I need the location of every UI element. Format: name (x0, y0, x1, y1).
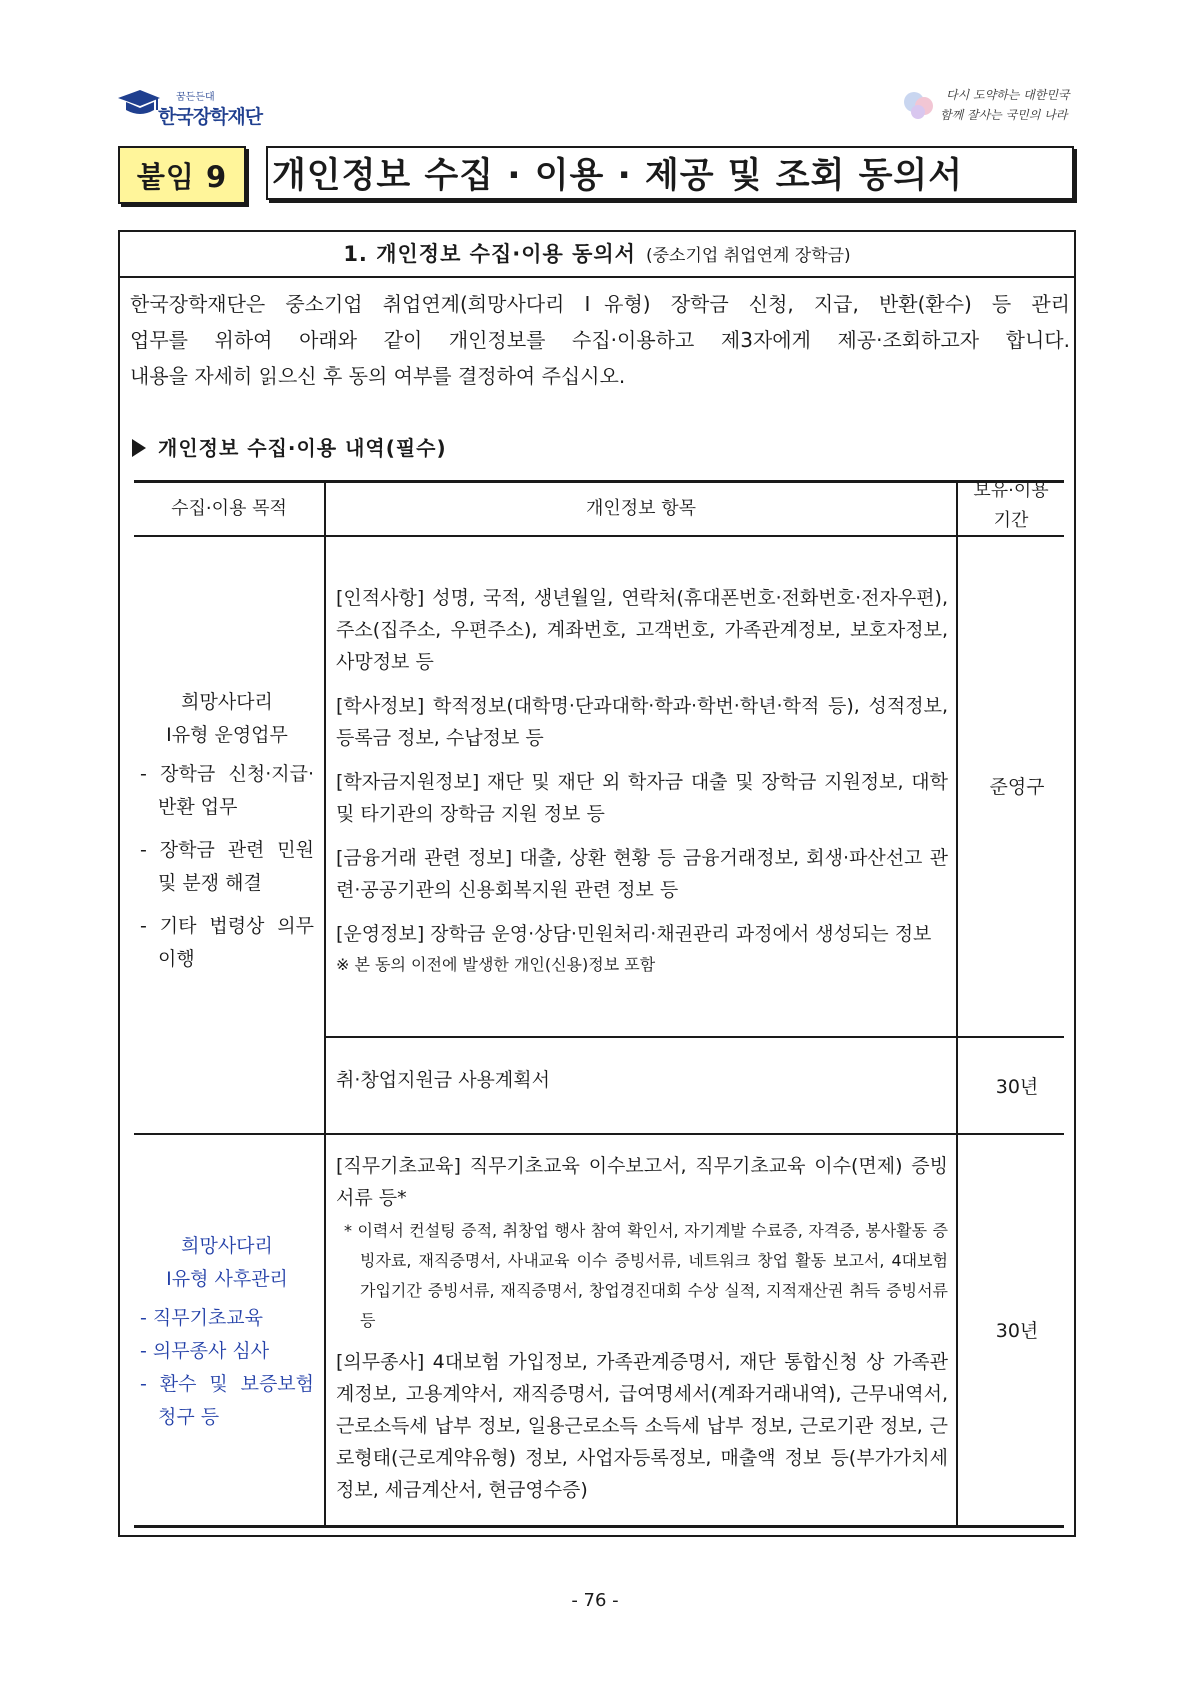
item-block: [직무기초교육] 직무기초교육 이수보고서, 직무기초교육 이수(면제) 증빙서류 등* (336, 1155, 948, 1209)
item-block: [학사정보] 학적정보(대학명·단과대학·학과·학번·학년·학적 등), 성적정보, 등록금 정보, 수납정보 등 (336, 695, 948, 749)
purpose-title: Ⅰ유형 운영업무 (166, 724, 288, 746)
item-subnote: * 이력서 컨설팅 증적, 취창업 행사 참여 확인서, 자기계발 수료증, 자격증, 봉사활동 증빙자료, 재직증명서, 사내교육 이수 증빙서류, 네트워크 창업 활동 보고서, 4대보험 가입기간 증빙서류, 재직증명서, 창업경진대회 수상 실적, 지적재산권 취득 증빙서류 등 (344, 1221, 948, 1330)
header-period-line1: 보유·이용 (973, 480, 1049, 501)
document-title: 개인정보 수집 · 이용 · 제공 및 조회 동의서 (266, 146, 1074, 200)
header-period (958, 476, 1064, 536)
header-purpose-text: 수집·이용 목적 (171, 498, 287, 519)
group1-row2-period: 30년 (995, 1076, 1039, 1098)
item-block: [인적사항] 성명, 국적, 생년월일, 연락처(휴대폰번호·전화번호·전자우편), 주소(집주소, 우편주소), 계좌번호, 고객번호, 가족관계정보, 보호자정보, 사망정보 등 (336, 587, 948, 673)
item-block: [의무종사] 4대보험 가입정보, 가족관계증명서, 재단 통합신청 상 가족관계정보, 고용계약서, 재직증명서, 급여명세서(계좌거래내역), 근무내역서, 근로소득세 납부 정보, 일용근로소득 소득세 납부 정보, 근로기관 정보, 근로형태(근로계약유형) 정보, 사업자등록정보, 매출액 정보 등(부가가치세 정보, 세금계산서, 현금영수증) (336, 1351, 948, 1501)
group1-period: 준영구 (989, 776, 1045, 798)
purpose-item: - 의무종사 심사 (140, 1340, 270, 1362)
graduation-cap-icon (116, 88, 160, 118)
purpose-item: - 장학금 신청·지급·반환 업무 (140, 763, 314, 818)
item-note: ※ 본 동의 이전에 발생한 개인(신용)정보 포함 (336, 955, 656, 974)
item-block: [운영정보] 장학금 운영·상담·민원처리·채권관리 과정에서 생성되는 정보 (336, 923, 932, 945)
group1-purpose (140, 686, 314, 976)
kosaf-logo (116, 82, 306, 130)
purpose-item: - 장학금 관련 민원 및 분쟁 해결 (140, 839, 314, 894)
item-block: [금융거래 관련 정보] 대출, 상환 현황 등 금융거래정보, 회생·파산선고 관련·공공기관의 신용회복지원 관련 정보 등 (336, 847, 948, 901)
group2-purpose (140, 1230, 314, 1434)
table-row-divider (326, 1036, 1064, 1038)
intro-paragraph (130, 286, 1070, 394)
collection-subheading (132, 432, 447, 461)
slogan-line-1: 다시 도약하는 대한민국 (946, 88, 1070, 102)
page-number: - 76 - (571, 1590, 619, 1611)
slogan-emblem-icon (900, 84, 940, 124)
header-items (326, 483, 956, 535)
table-group-divider (134, 1133, 1064, 1135)
header-purpose (134, 483, 324, 535)
table-bottom-border (134, 1525, 1064, 1528)
intro-line: 업무를 위하여 아래와 같이 개인정보를 수집·이용하고 제3자에게 제공·조회하고자 합니다. (130, 328, 1070, 352)
section-title: 1. 개인정보 수집·이용 동의서 (343, 242, 636, 266)
intro-line: 한국장학재단은 중소기업 취업연계(희망사다리 Ⅰ유형) 장학금 신청, 지급, 반환(환수) 등 관리 (130, 292, 1070, 316)
purpose-title: 희망사다리 (181, 1235, 273, 1257)
group2-items (336, 1150, 948, 1518)
table-header-border (134, 535, 1064, 537)
triangle-bullet-icon (132, 439, 146, 457)
purpose-title: Ⅰ유형 사후관리 (166, 1268, 288, 1290)
subheading-text: 개인정보 수집·이용 내역(필수) (158, 436, 447, 460)
header-items-text: 개인정보 항목 (585, 498, 697, 519)
table-col-divider-1 (324, 480, 326, 1528)
slogan-line-2: 함께 잘사는 국민의 나라 (940, 108, 1068, 122)
slogan-logo (900, 80, 1090, 132)
group2-period: 30년 (995, 1320, 1039, 1342)
header-period-line2: 기간 (993, 510, 1029, 531)
purpose-title: 희망사다리 (181, 691, 273, 713)
table-col-divider-2 (956, 480, 958, 1528)
section-heading (118, 230, 1076, 278)
group1-row2-item: 취·창업지원금 사용계획서 (336, 1069, 550, 1091)
purpose-item: - 기타 법령상 의무 이행 (140, 915, 314, 970)
purpose-item: - 직무기초교육 (140, 1307, 264, 1329)
section-subtitle: (중소기업 취업연계 장학금) (645, 245, 851, 266)
group1-items (336, 582, 948, 996)
logo-name: 한국장학재단 (158, 106, 263, 128)
logo-tagline: 꿈든든대 (176, 92, 215, 103)
purpose-item: - 환수 및 보증보험 청구 등 (140, 1373, 314, 1428)
attachment-tag: 붙임 9 (118, 146, 246, 204)
item-block: [학자금지원정보] 재단 및 재단 외 학자금 대출 및 장학금 지원정보, 대학 및 타기관의 장학금 지원 정보 등 (336, 771, 948, 825)
intro-line: 내용을 자세히 읽으신 후 동의 여부를 결정하여 주십시오. (130, 364, 626, 388)
